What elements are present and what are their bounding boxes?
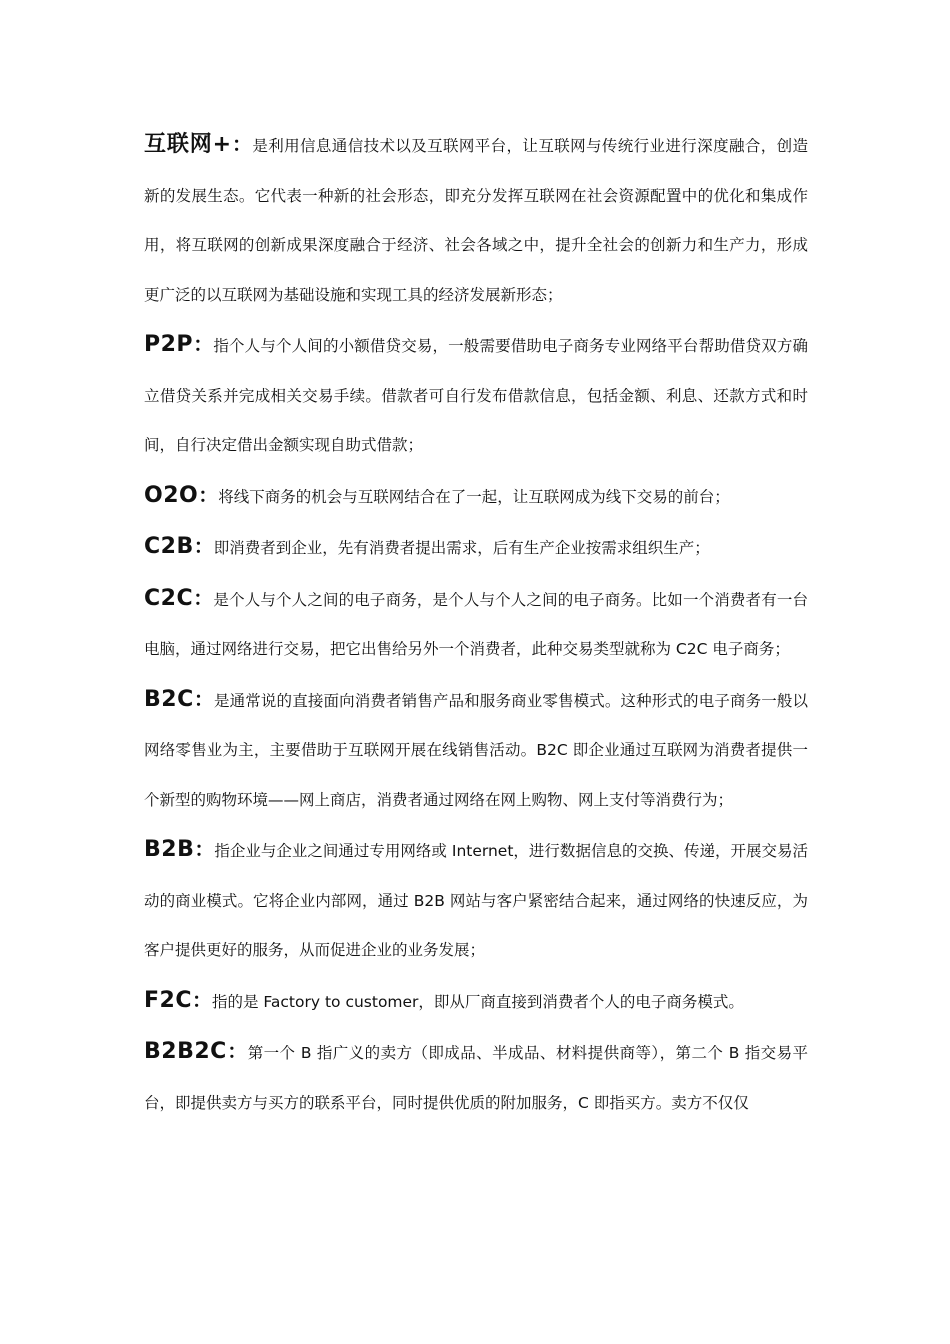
term-description: 指个人与个人间的小额借贷交易，一般需要借助电子商务专业网络平台帮助借贷双方确立借贷关系并完成相关交易手续。借款者可自行发布借款信息，包括金额、利息、还款方式和时间，自行决定借出金额实现自助式借款； bbox=[144, 337, 808, 454]
definition-b2b bbox=[144, 825, 808, 976]
term-description: 是利用信息通信技术以及互联网平台，让互联网与传统行业进行深度融合，创造新的发展生态。它代表一种新的社会形态，即充分发挥互联网在社会资源配置中的优化和集成作用，将互联网的创新成果深度融合于经济、社会各域之中，提升全社会的创新力和生产力，形成更广泛的以互联网为基础设施和实现工具的经济发展新形态； bbox=[144, 137, 808, 304]
term-description: 指企业与企业之间通过专用网络或 Internet，进行数据信息的交换、传递，开展交易活动的商业模式。它将企业内部网，通过 B2B 网站与客户紧密结合起来，通过网络的快速反应，为客户提供更好的服务，从而促进企业的业务发展； bbox=[144, 842, 808, 959]
term-description: 是个人与个人之间的电子商务，是个人与个人之间的电子商务。比如一个消费者有一台电脑，通过网络进行交易，把它出售给另外一个消费者，此种交易类型就称为 C2C 电子商务； bbox=[144, 590, 808, 658]
term-separator: ： bbox=[198, 482, 219, 507]
term-separator: ： bbox=[193, 686, 215, 711]
definition-c2c bbox=[144, 574, 808, 675]
definition-internet-plus bbox=[144, 120, 808, 320]
term-description: 即消费者到企业，先有消费者提出需求，后有生产企业按需求组织生产； bbox=[213, 539, 710, 557]
definition-b2b2c bbox=[144, 1027, 808, 1128]
term-separator: ： bbox=[193, 332, 214, 356]
term-description: 将线下商务的机会与互联网结合在了一起，让互联网成为线下交易的前台； bbox=[218, 487, 730, 506]
term-description: 是通常说的直接面向消费者销售产品和服务商业零售模式。这种形式的电子商务一般以网络零售业为主，主要借助于互联网开展在线销售活动。B2C 即企业通过互联网为消费者提供一个新型的购物环境——网上商店，消费者通过网络在网上购物、网上支付等消费行为； bbox=[144, 691, 808, 809]
term-separator: ： bbox=[226, 1039, 248, 1063]
term-label: B2B2C bbox=[144, 1039, 227, 1064]
definition-f2c bbox=[144, 976, 808, 1028]
term-description: 第一个 B 指广义的卖方（即成品、半成品、材料提供商等），第二个 B 指交易平台，即提供卖方与买方的联系平台，同时提供优质的附加服务，C 即指买方。卖方不仅仅 bbox=[144, 1044, 809, 1112]
term-label: B2B bbox=[144, 837, 195, 862]
term-description: 指的是 Factory to customer，即从厂商直接到消费者个人的电子商务模式。 bbox=[211, 992, 744, 1011]
term-label: B2C bbox=[144, 686, 194, 712]
term-separator: ： bbox=[191, 987, 212, 1012]
definition-o2o bbox=[144, 471, 808, 523]
definition-b2c bbox=[144, 675, 808, 826]
term-separator: ： bbox=[231, 132, 253, 156]
term-label: O2O bbox=[144, 482, 199, 508]
term-label: 互联网+ bbox=[144, 132, 232, 157]
term-label: P2P bbox=[144, 332, 194, 357]
document-body bbox=[144, 120, 808, 1128]
term-separator: ： bbox=[193, 534, 214, 558]
term-label: F2C bbox=[144, 987, 192, 1013]
definition-c2b bbox=[144, 522, 808, 574]
term-label: C2C bbox=[144, 585, 194, 611]
term-label: C2B bbox=[144, 534, 194, 559]
term-separator: ： bbox=[193, 585, 214, 610]
term-separator: ： bbox=[194, 837, 215, 861]
definition-p2p bbox=[144, 320, 808, 471]
